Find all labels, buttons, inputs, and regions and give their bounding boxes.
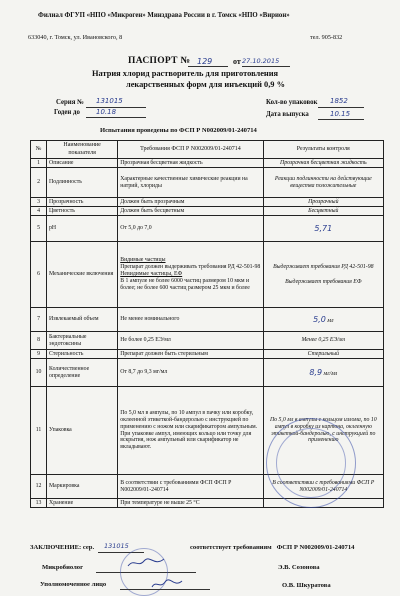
product-name-line2: лекарственных форм для инъекций 0,9 % — [126, 80, 285, 89]
conclusion-text: соответствует требованиям ФСП Р N002009/01-240714 — [190, 544, 355, 551]
tested-by-line: Испытания проведены по ФСП Р N002009/01-240714 — [100, 127, 257, 134]
table-row: 11 Упаковка По 5,0 мл в ампулы, по 10 ампул в пачку или коробку, оклеенной этикеткой-бандеролью с инструкцией по применению с ножом или скарификатором ампульным. При упаковке ампул, имеющих кольцо или точку для вскрытия, нож ампульный или скарификатор не вкладывают. По 5,0 мл в ампулы с кольцом излома, по 10 ампул в коробку из картона, оклеенную этикеткой-бандеролью, с инструкцией по применению — [31, 387, 384, 475]
col-header-number: № — [31, 141, 47, 159]
table-row: 3 Прозрачность Должен быть прозрачным Прозрачный — [31, 198, 384, 207]
valid-until-value: 10.18 — [96, 108, 117, 116]
table-row: 6 Механические включения Видимые частицы Препарат должен выдерживать требования РД 42-501-98 Невидимые частицы, ЕФ В 1 ампуле не более 6000 частиц размером 10 мкм и более; не более 600 частиц размером 25 мкм и более Выдерживает требования РД 42-501-98 Выдерживает требования ЕФ — [31, 242, 384, 308]
col-header-requirements: Требования ФСП Р N002009/01-240714 — [118, 141, 263, 159]
table-row: 13 Хранение При температуре не выше 25 °С — [31, 499, 384, 508]
authorized-person-label: Уполномоченное лицо — [40, 581, 107, 588]
table-row: 8 Бактериальные эндотоксины Не более 0,25 ЕЭ/мл Менее 0,25 ЕЭ/мл — [31, 332, 384, 350]
conclusion-series: 131015 — [104, 542, 129, 550]
table-row: 2 Подлинность Характерные качественные химические реакции на натрий, хлориды Реакции подлинности на действующие вещества положительные — [31, 168, 384, 198]
conclusion-label: ЗАКЛЮЧЕНИЕ: сер. — [30, 544, 95, 551]
series-value: 131015 — [96, 97, 123, 105]
table-row: 1 Описание Прозрачная бесцветная жидкость Прозрачная бесцветная жидкость — [31, 159, 384, 168]
col-header-results: Результаты контроля — [263, 141, 383, 159]
pack-count-label: Кол-во упаковок — [266, 99, 318, 106]
authorized-person-signature — [150, 578, 184, 590]
table-row: 5 pH От 5,0 до 7,0 5,71 — [31, 216, 384, 242]
series-label: Серия № — [56, 99, 84, 106]
address: 633040, г. Томск, ул. Ивановского, 8 — [28, 34, 123, 41]
passport-number: 129 — [197, 57, 213, 66]
phone: тел. 905-832 — [310, 34, 343, 41]
microbiologist-label: Микробиолог — [42, 564, 84, 571]
table-row: 4 Цветность Должен быть бесцветным Бесцветный — [31, 207, 384, 216]
passport-title: ПАСПОРТ № — [128, 56, 191, 66]
microbiologist-name: Э.В. Созонова — [278, 564, 320, 571]
pack-count-value: 1852 — [330, 97, 348, 105]
passport-date: 27.10.2015 — [242, 57, 280, 65]
valid-until-label: Годен до — [54, 109, 80, 116]
table-row: 7 Извлекаемый объем Не менее номинального 5,0 мл — [31, 308, 384, 332]
table-row: 12 Маркировка В соответствии с требованиями ФСП ФСП Р N002009/01-240714 В соответствии с требованиями ФСП Р N002009/01-240714 — [31, 475, 384, 499]
ph-result: 5,71 — [314, 223, 333, 233]
product-name-line1: Натрия хлорид растворитель для приготовления — [92, 69, 279, 78]
passport-date-prefix: от — [233, 57, 241, 66]
release-date-label: Дата выпуска — [266, 111, 309, 118]
organization-header: Филиал ФГУП «НПО «Микроген» Минздрава России в г. Томск «НПО «Вирион» — [38, 12, 290, 19]
col-header-indicator: Наименование показателя — [47, 141, 118, 159]
table-header-row — [31, 141, 384, 159]
authorized-person-name: О.В. Шкуратова — [282, 582, 331, 589]
release-date-value: 10.15 — [330, 110, 351, 118]
table-row: 9 Стерильность Препарат должен быть стерильным Стерильный — [31, 350, 384, 359]
official-stamp-inner — [276, 428, 346, 498]
table-row: 10 Количественное определение От 8,7 до 9,3 мг/мл 8,9 мг/мл — [31, 359, 384, 387]
